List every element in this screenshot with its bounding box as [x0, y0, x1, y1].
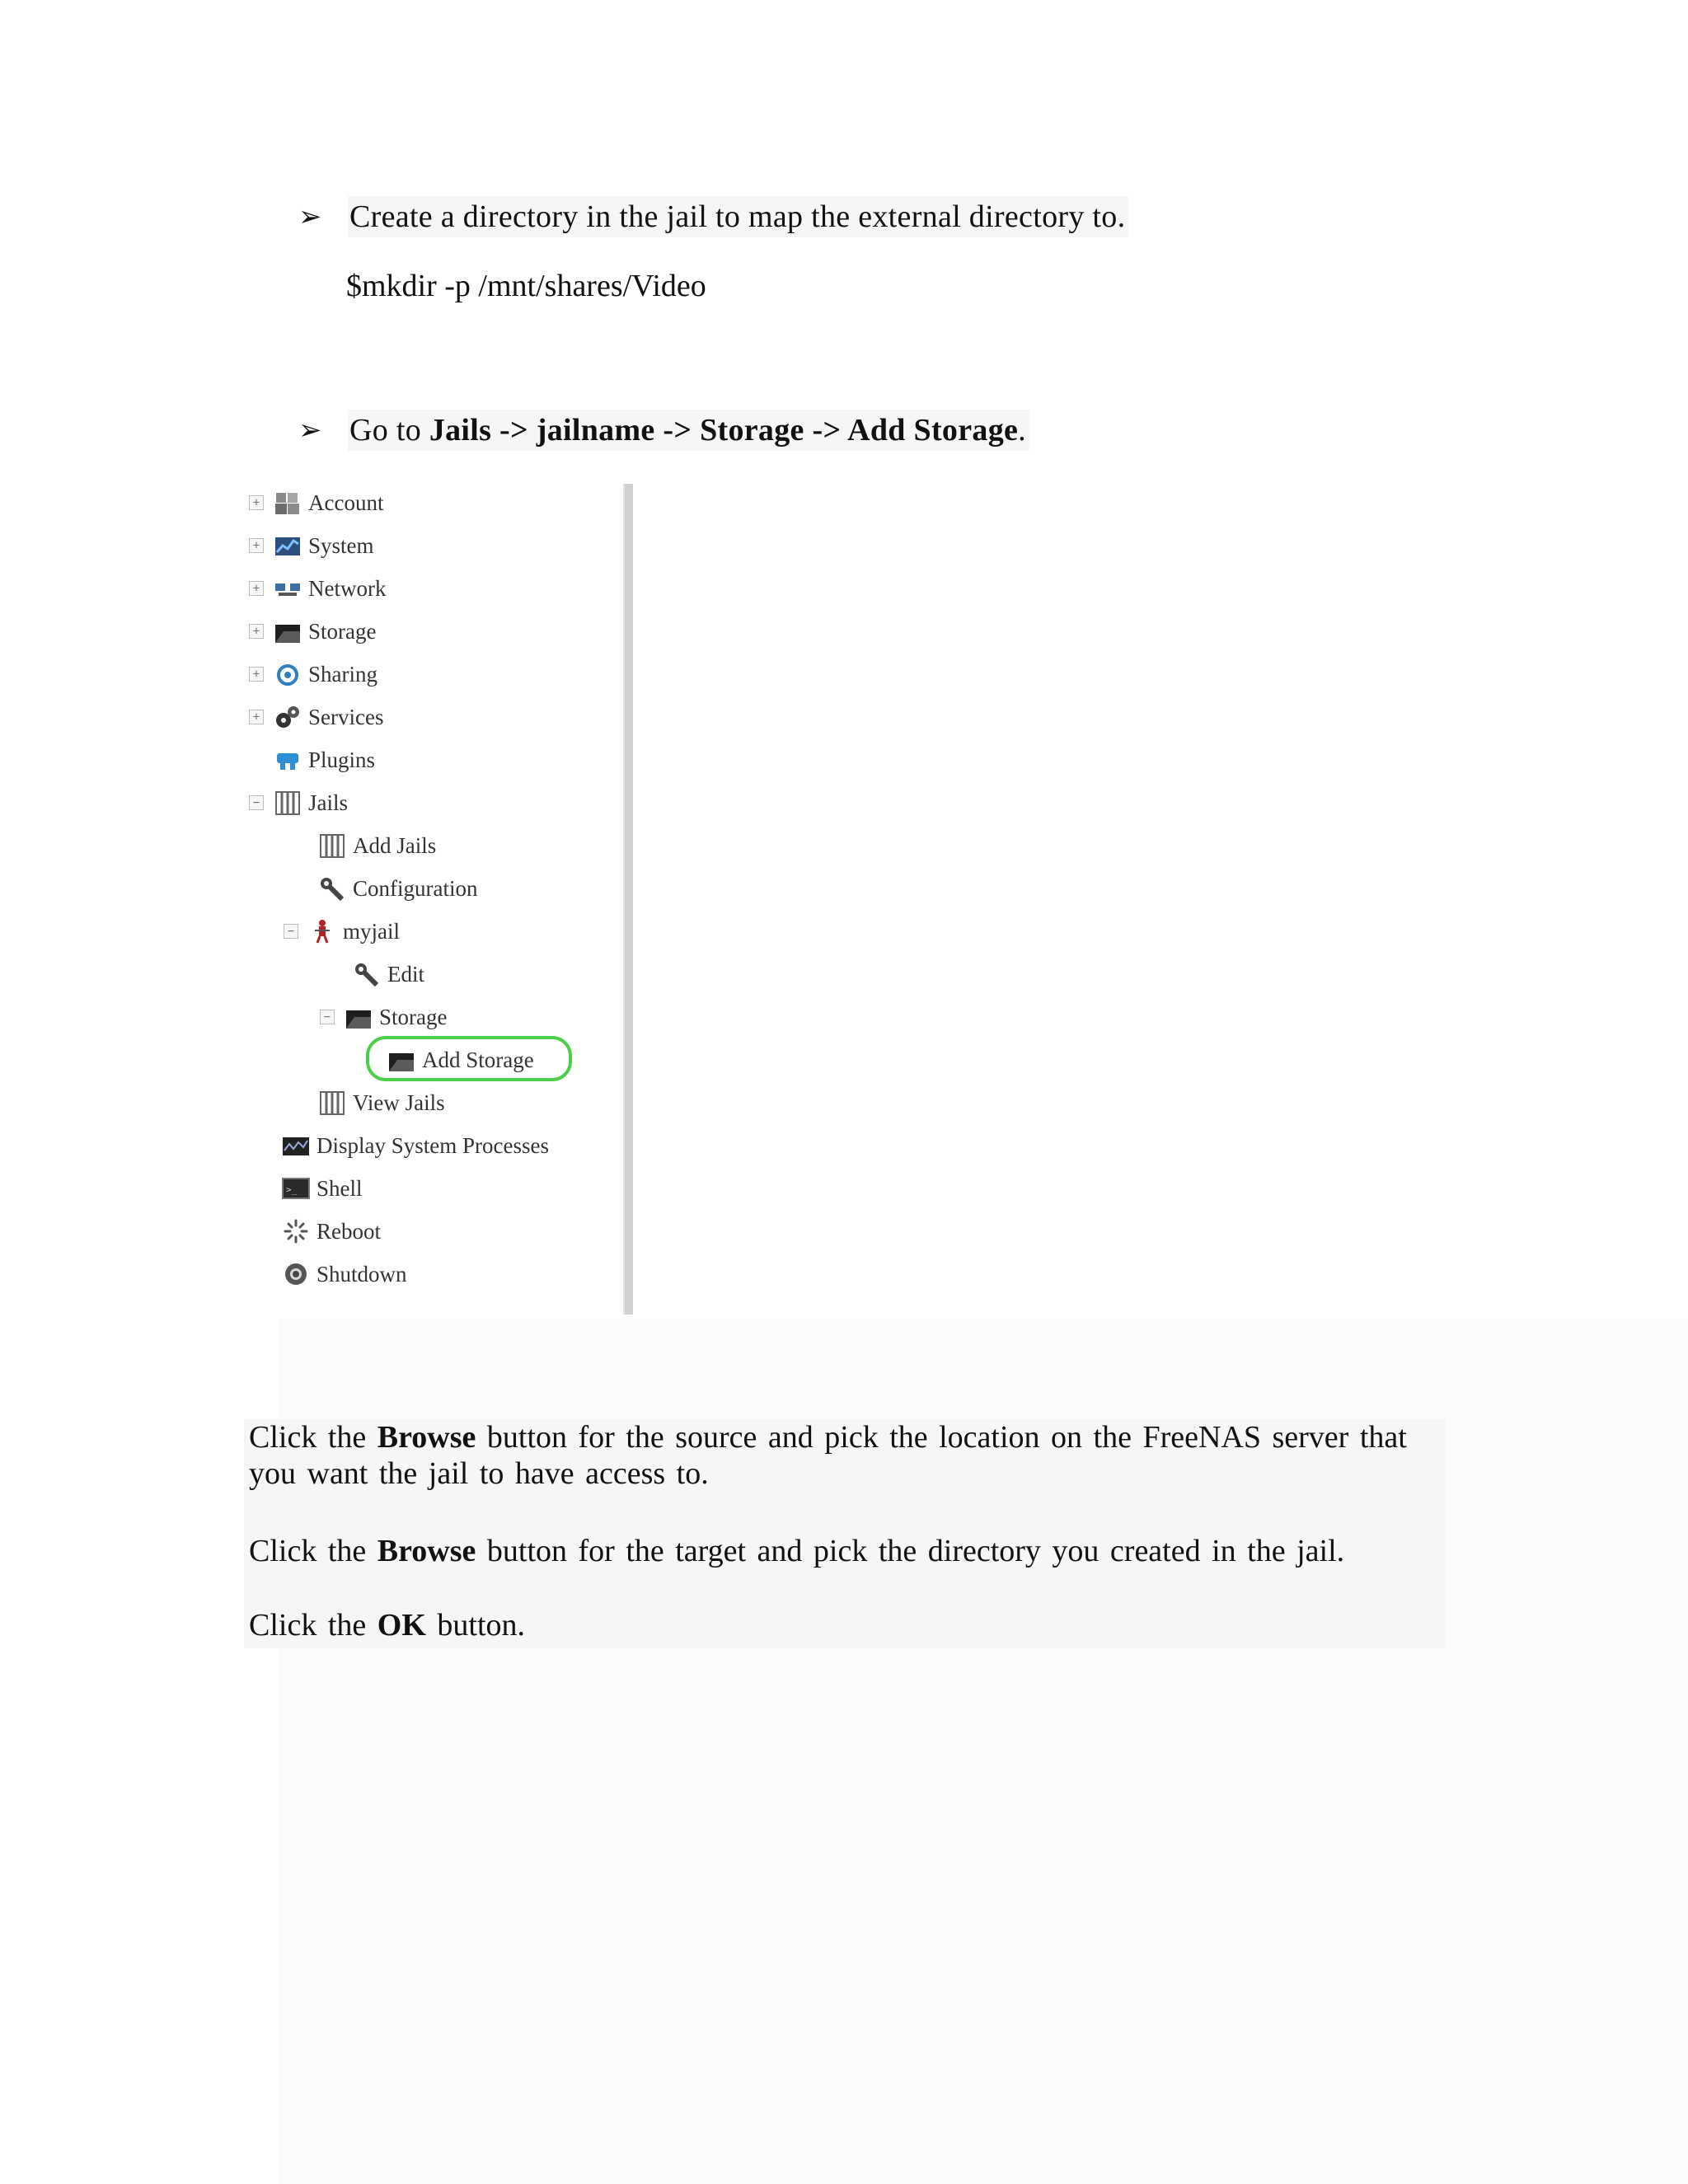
- path-jailname: jailname: [536, 413, 655, 448]
- path-jails: Jails: [429, 413, 492, 448]
- jail-bars-icon: [318, 1090, 346, 1116]
- instruction-ok: Click the OK button.: [249, 1608, 526, 1643]
- expand-icon[interactable]: +: [249, 624, 264, 639]
- tree-item-label: Configuration: [353, 875, 478, 901]
- tree-item-sharing[interactable]: [249, 658, 377, 691]
- tree-item-system[interactable]: [249, 529, 374, 562]
- tree-item-configuration[interactable]: [318, 872, 477, 905]
- shutdown-icon: [282, 1261, 310, 1287]
- tree-item-display-system-processes[interactable]: [282, 1129, 549, 1162]
- jail-bars-icon: [318, 832, 346, 859]
- network-icon: [274, 575, 302, 602]
- tree-item-label: Plugins: [308, 747, 376, 772]
- tree-item-label: Add Storage: [422, 1047, 534, 1072]
- tree-item-label: Display System Processes: [316, 1132, 549, 1158]
- expand-icon[interactable]: +: [249, 581, 264, 596]
- expand-icon[interactable]: +: [249, 495, 264, 510]
- step-2: [298, 410, 1029, 451]
- tree-item-label: Shell: [316, 1175, 363, 1201]
- tree-item-account[interactable]: [249, 486, 383, 519]
- expand-icon[interactable]: +: [249, 538, 264, 553]
- instruction-target: Click the Browse button for the target and pick the directory you created in the jail.: [249, 1534, 1345, 1568]
- tree-item-label: Services: [308, 704, 384, 729]
- plugins-icon: [274, 747, 302, 773]
- tree-item-label: Add Jails: [353, 832, 437, 858]
- tree-item-services[interactable]: [249, 701, 383, 733]
- tree-item-label: Sharing: [308, 661, 377, 687]
- path-add-storage: Add Storage: [847, 413, 1019, 448]
- instruction-source: Click the Browse button for the source and pick the location on the FreeNAS server that: [249, 1420, 1407, 1455]
- tree-item-reboot[interactable]: [282, 1215, 381, 1248]
- browse-label: Browse: [377, 1420, 476, 1455]
- tree-item-label: Reboot: [316, 1218, 381, 1244]
- tree-item-label: Storage: [308, 618, 377, 644]
- tree-item-label: Jails: [308, 790, 349, 815]
- tree-item-label: System: [308, 532, 374, 558]
- bullet-arrow-icon: ➢: [298, 200, 322, 233]
- bullet-arrow-icon: ➢: [298, 414, 322, 447]
- browse-label: Browse: [377, 1534, 476, 1568]
- processes-icon: [282, 1132, 310, 1159]
- tree-item-shell[interactable]: [282, 1172, 363, 1205]
- tree-item-shutdown[interactable]: [282, 1258, 407, 1291]
- folder-icon: [274, 618, 302, 644]
- users-icon: [274, 490, 302, 516]
- folder-icon: [345, 1004, 373, 1030]
- wrench-icon: [318, 875, 346, 902]
- tree-item-edit[interactable]: [353, 958, 424, 991]
- collapse-icon[interactable]: −: [284, 924, 298, 939]
- tree-item-jails[interactable]: [249, 786, 348, 819]
- tree-item-label: Shutdown: [316, 1261, 407, 1286]
- svg-text:>_: >_: [286, 1184, 298, 1195]
- ok-label: OK: [377, 1608, 426, 1643]
- tree-item-network[interactable]: [249, 572, 386, 605]
- reboot-icon: [282, 1218, 310, 1244]
- tree-item-label: Storage: [379, 1004, 448, 1029]
- step-1-text: Create a directory in the jail to map the external directory to.: [348, 196, 1128, 237]
- tree-item-label: Account: [308, 490, 384, 515]
- shell-icon: [282, 1175, 310, 1202]
- sharing-icon: [274, 661, 302, 687]
- tree-item-add-jails[interactable]: [318, 829, 436, 862]
- tree-item-label: Edit: [387, 961, 424, 987]
- tree-item-jail-storage[interactable]: [320, 1001, 447, 1033]
- system-chart-icon: [274, 532, 302, 559]
- folder-icon: [387, 1047, 415, 1073]
- jail-figure-icon: [308, 918, 336, 944]
- jail-bars-icon: [274, 790, 302, 816]
- step-1: [298, 196, 1128, 237]
- tree-item-view-jails[interactable]: [318, 1086, 445, 1119]
- step-2-text: Go to Jails -> jailname -> Storage -> Add Storage.: [348, 410, 1029, 451]
- mkdir-command: $mkdir -p /mnt/shares/Video: [346, 269, 706, 303]
- tree-scrollbar[interactable]: [623, 484, 633, 1315]
- tree-item-label: myjail: [343, 918, 400, 944]
- path-storage: Storage: [700, 413, 804, 448]
- instruction-source-line2: you want the jail to have access to.: [249, 1456, 709, 1491]
- gears-icon: [274, 704, 302, 730]
- expand-icon[interactable]: +: [249, 667, 264, 682]
- tree-item-label: View Jails: [353, 1090, 445, 1115]
- tree-item-label: Network: [308, 575, 387, 601]
- tree-item-storage[interactable]: [249, 615, 376, 648]
- expand-icon[interactable]: +: [249, 710, 264, 724]
- tree-item-add-storage[interactable]: [387, 1043, 534, 1076]
- wrench-icon: [353, 961, 381, 987]
- collapse-icon[interactable]: −: [249, 795, 264, 810]
- tree-item-plugins[interactable]: [249, 743, 375, 776]
- tree-item-myjail[interactable]: [284, 915, 400, 948]
- collapse-icon[interactable]: −: [320, 1010, 335, 1024]
